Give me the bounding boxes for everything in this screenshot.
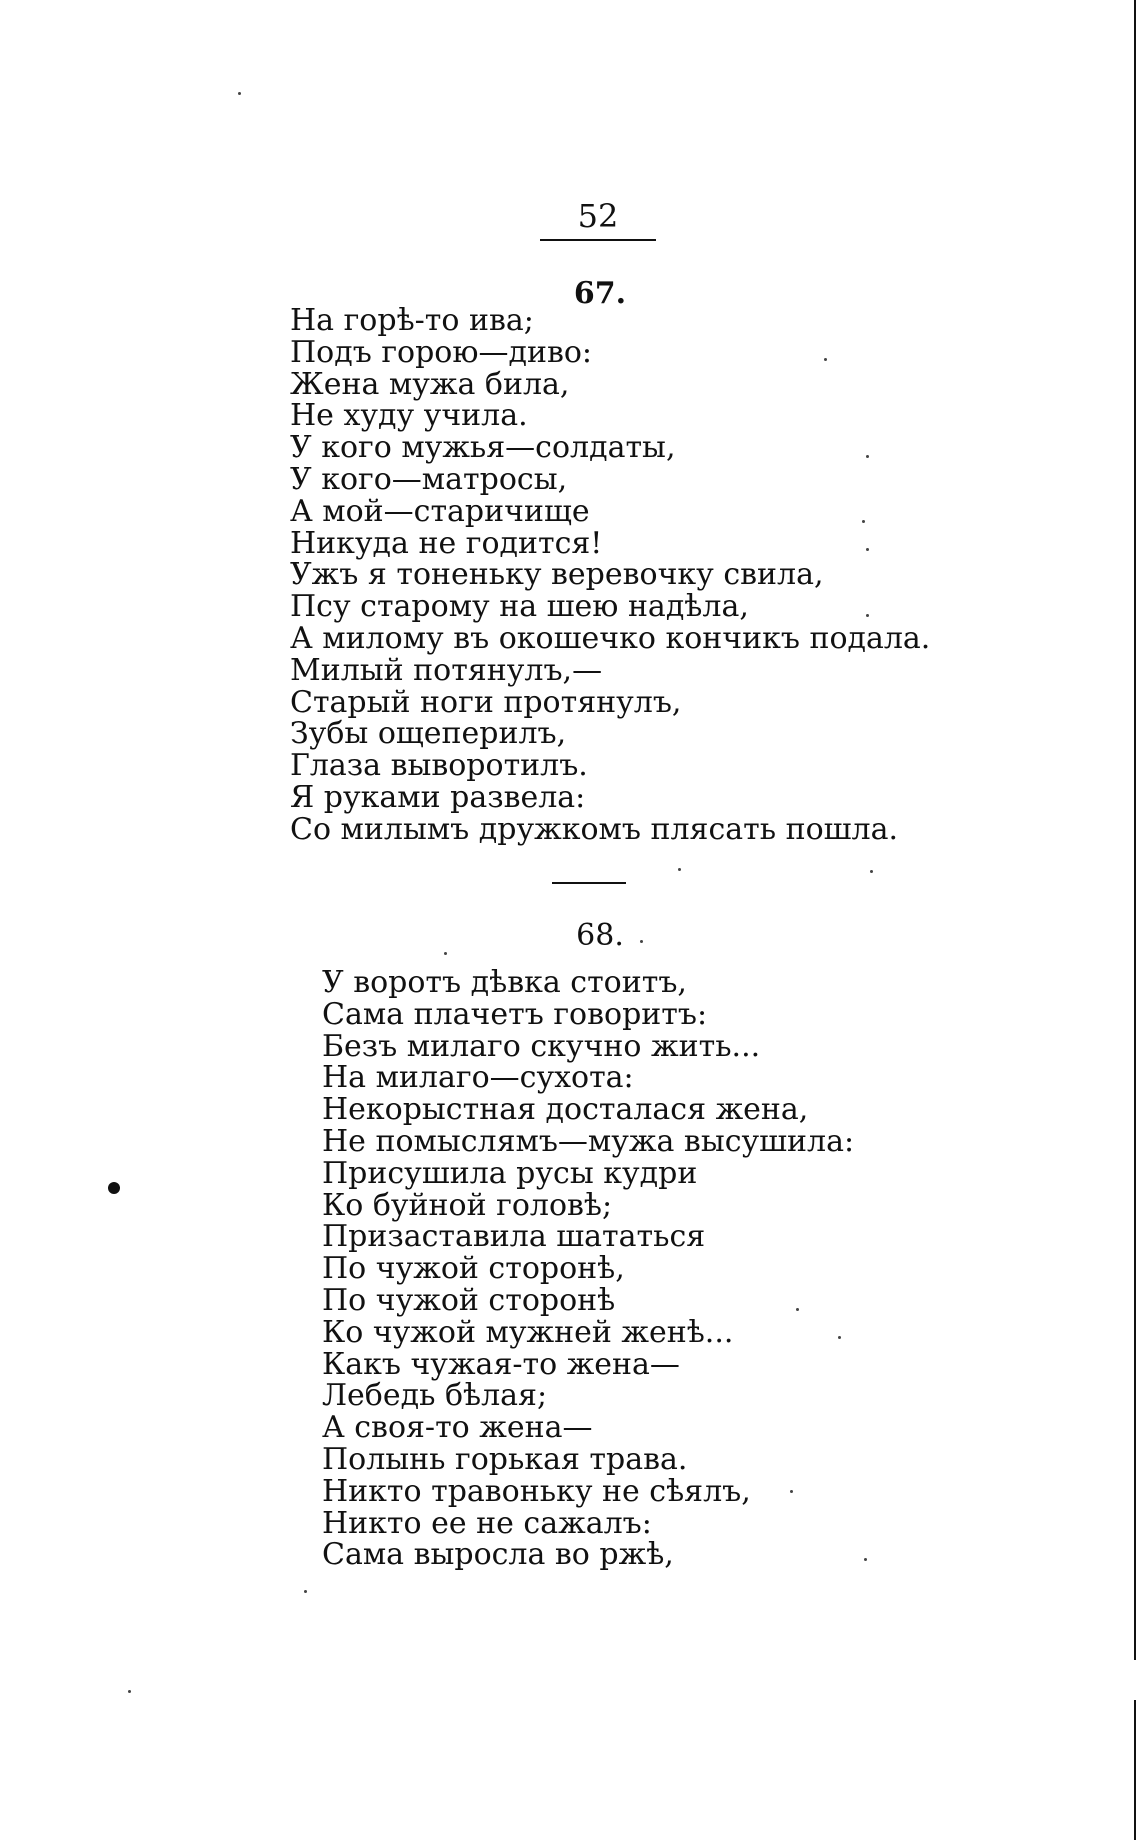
verse-line: Сама плачетъ говоритъ: <box>322 996 708 1032</box>
paper-speck <box>304 1590 307 1593</box>
verse-line: Никуда не годится! <box>290 525 603 561</box>
verse-line: Милый потянулъ,— <box>290 652 603 688</box>
verse-line: На милаго—сухота: <box>322 1060 634 1096</box>
verse-line: Подъ горою—диво: <box>290 334 593 370</box>
poem-number: 67. <box>573 276 627 311</box>
verse-line: Ко буйной головѣ; <box>322 1187 613 1223</box>
verse-line: Со милымъ дружкомъ плясать пошла. <box>290 811 899 847</box>
verse-line: Безъ милаго скучно жить... <box>322 1028 761 1064</box>
verse-line: А милому въ окошечко кончикъ подала. <box>290 620 931 656</box>
verse-line: Сама выросла во ржѣ, <box>322 1537 674 1573</box>
verse-line: Не помыслямъ—мужа высушила: <box>322 1123 855 1159</box>
paper-speck <box>128 1690 131 1693</box>
verse-line: По чужой сторонѣ <box>322 1282 616 1318</box>
verse-line: Старый ноги протянулъ, <box>290 684 682 720</box>
paper-speck <box>862 520 865 523</box>
verse-line: У кого—матросы, <box>290 461 568 497</box>
verse-line: Никто ее не сажалъ: <box>322 1505 652 1541</box>
paper-speck <box>238 92 241 95</box>
paper-speck <box>790 1490 793 1493</box>
paper-speck <box>640 940 643 943</box>
paper-speck <box>838 1336 841 1339</box>
verse-line: Жена мужа била, <box>290 366 570 402</box>
verse-line: Какъ чужая-то жена— <box>322 1346 680 1382</box>
poem-67-text <box>290 305 930 846</box>
verse-line: На горѣ-то ива; <box>290 303 534 338</box>
paper-speck <box>796 1308 799 1311</box>
page-edge-rule <box>1134 0 1136 1840</box>
verse-line: Лебедь бѣлая; <box>322 1378 548 1414</box>
verse-line: Я руками развела: <box>290 779 586 815</box>
verse-line: Полынь горькая трава. <box>322 1441 688 1477</box>
paper-speck <box>444 952 447 955</box>
verse-line: Ужъ я тоненьку веревочку свила, <box>290 557 824 593</box>
paper-speck <box>866 614 869 617</box>
page-edge-gap <box>1134 1660 1136 1700</box>
poem-number: 68. <box>576 918 624 953</box>
ink-blot <box>108 1182 120 1194</box>
verse-line: Некорыстная досталася жена, <box>322 1092 809 1128</box>
paper-speck <box>864 1558 867 1561</box>
poem-68-text <box>322 967 854 1571</box>
paper-speck <box>824 358 827 361</box>
section-divider <box>552 882 626 884</box>
paper-speck <box>870 870 873 873</box>
verse-line: А мой—старичище <box>290 493 590 529</box>
verse-line: Ко чужой мужней женѣ... <box>322 1314 734 1350</box>
paper-speck <box>866 455 869 458</box>
verse-line: У воротъ дѣвка стоитъ, <box>322 965 687 1000</box>
verse-line: Псу старому на шею надѣла, <box>290 589 749 625</box>
verse-line: По чужой сторонѣ, <box>322 1251 625 1287</box>
verse-line: Не худу учила. <box>290 398 528 434</box>
verse-line: Призаставила шататься <box>322 1219 706 1255</box>
verse-line: У кого мужья—солдаты, <box>290 430 676 466</box>
paper-speck <box>866 548 869 551</box>
verse-line: Зубы ощеперилъ, <box>290 716 567 752</box>
page-number-rule <box>540 239 656 241</box>
verse-line: Никто травоньку не сѣялъ, <box>322 1473 751 1509</box>
verse-line: А своя-то жена— <box>322 1410 593 1446</box>
verse-line: Глаза выворотилъ. <box>290 748 588 784</box>
verse-line: Присушила русы кудри <box>322 1155 698 1191</box>
page-number: 52 <box>577 197 619 235</box>
paper-speck <box>678 868 681 871</box>
